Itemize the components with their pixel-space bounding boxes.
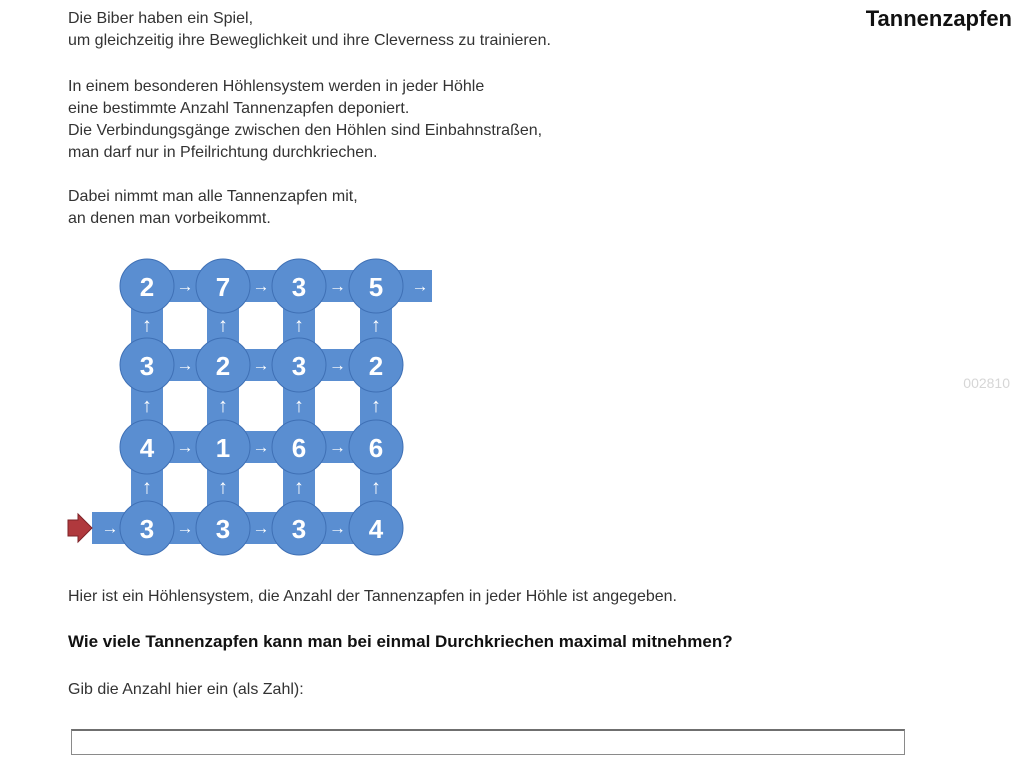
- up-arrow-icon: ↑: [371, 476, 381, 499]
- text-line: In einem besonderen Höhlensystem werden in jeder Höhle: [68, 78, 485, 95]
- up-arrow-icon: ↑: [142, 314, 152, 337]
- cave-count: 4: [368, 514, 384, 544]
- cave-count: 6: [291, 433, 307, 463]
- page-title: Tannenzapfen: [865, 6, 1012, 31]
- cave-count: 2: [215, 351, 231, 381]
- text-line: an denen man vorbeikommt.: [68, 210, 271, 227]
- text-line: um gleichzeitig ihre Beweglichkeit und ihre Cleverness zu trainieren.: [68, 32, 551, 49]
- cave-count: 3: [291, 514, 307, 544]
- text-line: man darf nur in Pfeilrichtung durchkriechen.: [68, 144, 378, 161]
- text-line: eine bestimmte Anzahl Tannenzapfen deponiert.: [68, 100, 410, 117]
- up-arrow-icon: ↑: [371, 395, 381, 417]
- explanation-text: [68, 586, 677, 608]
- up-arrow-icon: ↑: [294, 314, 304, 337]
- cave-count: 3: [291, 272, 307, 302]
- cave-count: 3: [139, 351, 155, 381]
- cave-count: 2: [368, 351, 384, 381]
- up-arrow-icon: ↑: [294, 476, 304, 499]
- up-arrow-icon: ↑: [218, 476, 228, 499]
- cave-count: 4: [139, 433, 155, 463]
- right-arrow-icon: →: [101, 518, 119, 538]
- right-arrow-icon: →: [329, 437, 346, 457]
- cave-count: 3: [139, 514, 155, 544]
- right-arrow-icon: →: [176, 518, 194, 538]
- right-arrow-icon: →: [252, 518, 270, 538]
- cave-count: 7: [215, 272, 231, 302]
- up-arrow-icon: ↑: [218, 395, 228, 417]
- up-arrow-icon: ↑: [218, 314, 228, 337]
- cave-count: 3: [215, 514, 231, 544]
- text-line: Die Verbindungsgänge zwischen den Höhlen sind Einbahnstraßen,: [68, 122, 543, 139]
- text-line: Dabei nimmt man alle Tannenzapfen mit,: [68, 188, 358, 205]
- answer-prompt: Gib die Anzahl hier ein (als Zahl):: [68, 681, 304, 698]
- up-arrow-icon: ↑: [142, 395, 152, 417]
- cave-count: 3: [291, 351, 307, 381]
- cave-count: 2: [139, 272, 155, 302]
- entry-arrow-icon: [68, 514, 92, 542]
- task-code: 002810: [963, 375, 1010, 391]
- up-arrow-icon: ↑: [294, 395, 304, 417]
- cave-system-graphic: [0, 0, 460, 580]
- right-arrow-icon: →: [252, 355, 270, 375]
- cave-count: 6: [368, 433, 384, 463]
- up-arrow-icon: ↑: [142, 476, 152, 499]
- text-line: Hier ist ein Höhlensystem, die Anzahl der Tannenzapfen in jeder Höhle ist angegeben.: [68, 588, 677, 605]
- right-arrow-icon: →: [176, 437, 194, 457]
- right-arrow-icon: →: [176, 276, 194, 296]
- right-arrow-icon: →: [252, 276, 270, 296]
- up-arrow-icon: ↑: [371, 314, 381, 337]
- right-arrow-icon: →: [329, 518, 346, 538]
- text-line: Die Biber haben ein Spiel,: [68, 10, 254, 27]
- right-arrow-icon: →: [329, 276, 346, 296]
- answer-input[interactable]: [71, 729, 905, 755]
- question-text: Wie viele Tannenzapfen kann man bei einmal Durchkriechen maximal mitnehmen?: [68, 632, 733, 651]
- right-arrow-icon: →: [176, 355, 194, 375]
- right-arrow-icon: →: [252, 437, 270, 457]
- right-arrow-icon: →: [411, 276, 429, 296]
- cave-count: 5: [368, 272, 384, 302]
- right-arrow-icon: →: [329, 355, 346, 375]
- cave-count: 1: [215, 433, 231, 463]
